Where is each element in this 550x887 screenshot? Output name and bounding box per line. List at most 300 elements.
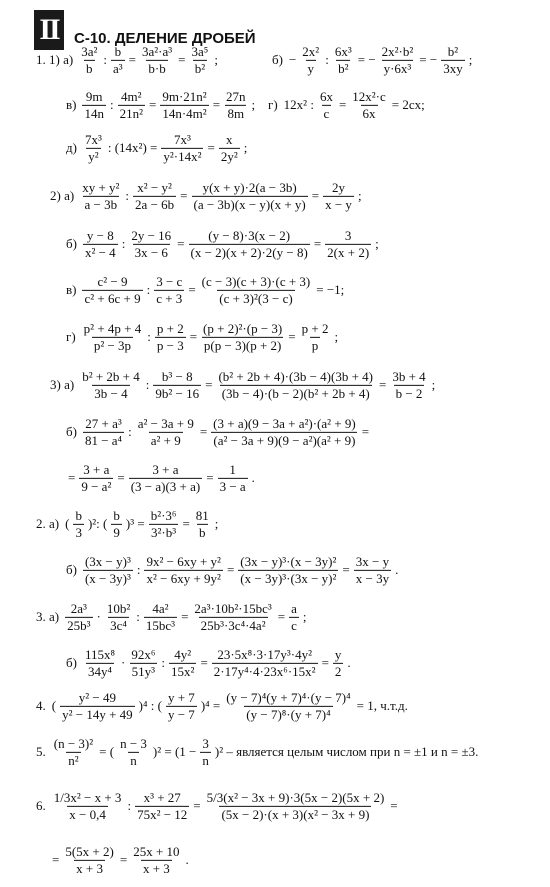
numerator: 3 + a [83,461,110,477]
numerator: 5/3(x² − 3x + 9)·3(5x − 2)(5x + 2) [206,789,385,805]
fraction [201,322,284,352]
numerator: 2y − 16 [131,227,172,243]
denominator: 6x [362,105,376,121]
numerator: 7x³ [84,131,102,147]
operator-text: )⁴ = [200,698,221,713]
fraction [218,463,248,493]
formula-line [36,737,480,767]
problem-label: д) [66,140,77,155]
numerator: 9x² − 6xy + y² [146,553,221,569]
problem-label: 3) а) [50,377,75,392]
denominator: 14n [84,105,104,121]
fraction [325,229,371,259]
problem-label: 5. [36,744,46,759]
denominator: n² [68,752,79,768]
fraction [390,370,427,400]
fraction [83,229,118,259]
fraction [111,45,125,75]
operator-text: ; [214,516,219,531]
fraction [118,90,145,120]
operator-text: = [128,52,136,67]
fraction [140,45,174,75]
denominator: 3²·b³ [151,524,177,540]
operator-text: = − [357,52,376,67]
fraction [105,602,132,632]
operator-text: : [127,798,132,813]
operator-text: = [288,329,296,344]
denominator: (y − 7)⁸·(y + 7)⁴ [246,706,331,722]
denominator: x + 3 [142,860,170,876]
problem-label: 2) а) [50,188,75,203]
problem-label: 2. а) [36,516,60,531]
operator-text: : [161,655,166,670]
fraction [80,181,121,211]
fraction [129,229,173,259]
formula-line [268,90,427,120]
fraction [441,45,465,75]
denominator: (c + 3)²(3 − c) [219,290,293,306]
numerator: c² − 9 [97,273,128,289]
numerator: 2x²·b² [381,43,414,59]
denominator: b² [338,60,349,76]
numerator: 12x²·c [352,88,386,104]
operator-text: : [125,188,130,203]
operator-text: = [342,562,350,577]
operator-text: = [206,470,214,485]
numerator: b [75,507,82,523]
numerator: (3x − y)³ [84,553,131,569]
operator-text: ; [468,52,473,67]
denominator: b [199,524,206,540]
operator-text: . [347,655,351,670]
operator-text: = [117,470,125,485]
denominator: 21n² [119,105,143,121]
denominator: 9 [113,524,120,540]
denominator: 3b − 4 [94,385,128,401]
problem-label: б) [66,424,77,439]
fraction [354,555,391,585]
problem-label: 6. [36,798,46,813]
denominator: 81 − a⁴ [84,432,123,448]
denominator: a − 3b [84,196,118,212]
operator-text: = [378,377,387,392]
operator-text: = −1; [316,282,345,297]
numerator: 2a³ [70,600,87,616]
fraction [200,737,211,767]
formula-line [50,845,191,875]
fraction [194,509,211,539]
formula-line [36,509,220,539]
operator-text: = [277,609,286,624]
denominator: a² + 9 [150,432,181,448]
numerator: (p + 2)²·(p − 3) [203,320,283,336]
numerator: n − 3 [120,735,147,751]
denominator: (a − 3b)(x − y)(x + y) [193,196,306,212]
denominator: 14n·4m² [162,105,207,121]
problem-label: в) [66,97,77,112]
formula-line [50,370,437,400]
operator-text: = [193,798,201,813]
numerator: (y − 8)·3(x − 2) [208,227,291,243]
numerator: b³ − 8 [161,368,193,384]
problem-label: 1. 1) а) [36,52,74,67]
numerator: 7x³ [173,131,191,147]
operator-text: : [145,377,150,392]
denominator: c [291,617,297,633]
fraction [149,509,179,539]
problem-label: 3. а) [36,609,60,624]
operator-text: = [361,424,370,439]
denominator: b² [194,60,206,76]
operator-text: ; [302,609,307,624]
fraction [300,322,331,352]
operator-text: = [182,516,190,531]
formula-line [66,555,400,585]
fraction [144,602,177,632]
fraction [190,45,211,75]
numerator: 1 [229,461,236,477]
numerator: 4m² [121,88,142,104]
operator-text: = [52,852,60,867]
fraction [189,229,310,259]
operator-text: = [390,798,398,813]
denominator: c² + 6c + 9 [84,290,141,306]
operator-text: )²: ( [87,516,108,531]
fraction [380,45,416,75]
operator-text: = [226,562,235,577]
denominator: y·6x³ [383,60,412,76]
numerator: 115x⁸ [84,646,116,662]
problem-label: б) [66,655,77,670]
numerator: y(x + y)·2(a − 3b) [202,179,297,195]
denominator: x + 3 [76,860,104,876]
denominator: (3 − a)(3 + a) [130,478,201,494]
numerator: 6x³ [334,43,352,59]
operator-text: · [121,655,126,670]
numerator: 81 [195,507,209,523]
denominator: y² [88,148,99,164]
operator-text: = [321,655,329,670]
denominator: 9b² − 16 [155,385,200,401]
numerator: x³ + 27 [143,789,181,805]
denominator: x − 0,4 [69,806,106,822]
numerator: (3x − y)³·(x − 3y)² [240,553,337,569]
operator-text: . [185,852,189,867]
fraction [200,275,313,305]
operator-text: : [121,236,126,251]
denominator: 2·17y⁴·4·23x⁶·15x² [213,663,316,679]
numerator: x² − y² [137,179,172,195]
fraction [212,648,318,678]
fraction [333,648,344,678]
operator-text: = [200,655,208,670]
operator-text: = [207,140,215,155]
formula-line [66,322,340,352]
operator-text: = [311,188,320,203]
numerator: 3 [344,227,352,243]
numerator: 6x [319,88,333,104]
formula-line [66,417,371,447]
denominator: y²·14x² [163,148,202,164]
operator-text: = [199,424,208,439]
denominator: 9 − a² [81,478,112,494]
fraction [111,509,122,539]
fraction [333,45,354,75]
fraction [73,509,84,539]
fraction [169,648,196,678]
problem-label: 4. [36,698,46,713]
operator-text: : [103,52,107,67]
formula-line [50,181,364,211]
operator-text: = ( [99,744,115,759]
denominator: 51y³ [131,663,156,679]
numerator: 23·5x⁸·3·17y³·4y² [217,646,312,662]
numerator: 5(5x + 2) [65,843,114,859]
numerator: y − 8 [86,227,114,243]
denominator: p² − 3p [93,337,132,353]
denominator: 3 − a [219,478,246,494]
numerator: p + 2 [301,320,329,336]
denominator: (5x − 2)·(x + 3)(x² − 3x + 9) [221,806,370,822]
fraction [238,555,338,585]
operator-text: ; [243,140,248,155]
formula-line [36,45,220,75]
formula-line [66,648,353,678]
numerator: 2x² [302,43,320,59]
denominator: x − y [325,196,352,212]
operator-text: : [325,52,329,67]
numerator: y + 7 [167,689,195,705]
fraction [79,45,99,75]
fraction [350,90,388,120]
chapter-badge: II [34,10,64,50]
formula-line [272,45,474,75]
denominator: y² − 14y + 49 [62,706,133,722]
denominator: 2(x + 2) [327,244,370,260]
numerator: 27n [226,88,246,104]
denominator: 3 [75,524,82,540]
fraction [82,90,106,120]
fraction [60,691,135,721]
operator-text: : [109,97,114,112]
numerator: xy + y² [82,179,120,195]
operator-text: ; [251,97,256,112]
fraction [83,133,104,163]
operator-text: ; [357,188,362,203]
fraction [289,602,299,632]
fraction [166,691,197,721]
denominator: 75x² − 12 [137,806,188,822]
numerator: 9m [85,88,103,104]
fraction [211,417,358,447]
operator-text: : [146,282,151,297]
numerator: a² − 3a + 9 [137,415,194,431]
numerator: 3b + 4 [392,368,426,384]
operator-text: ; [214,52,218,67]
denominator: 3x − 6 [134,244,168,260]
operator-text: : [136,609,140,624]
operator-text: : [147,329,151,344]
fraction [83,648,117,678]
denominator: b − 2 [395,385,423,401]
operator-text: = [178,52,186,67]
formula-line [66,275,346,305]
numerator: a [291,600,297,616]
denominator: 2y² [220,148,238,164]
fraction [205,791,387,821]
section-title: С-10. ДЕЛЕНИЕ ДРОБЕЙ [74,30,256,47]
denominator: 34y⁴ [87,663,112,679]
numerator: x [226,131,233,147]
fraction [153,370,201,400]
fraction [129,648,157,678]
fraction [83,555,133,585]
fraction [82,275,142,305]
operator-text: )² – является целым числом при n = ±1 и n = ±3. [214,744,479,759]
operator-text: ; [431,377,436,392]
numerator: 3 + a [152,461,179,477]
operator-text: : [136,562,141,577]
operator-text: = [205,377,213,392]
numerator: 3x − y [355,553,390,569]
problem-label: г) [268,97,278,112]
fraction [216,370,375,400]
denominator: p(p − 3)(p + 2) [203,337,282,353]
numerator: b² + 2b + 4 [82,368,140,384]
denominator: 8m [227,105,245,121]
fraction [160,90,208,120]
numerator: 1/3x² − x + 3 [53,789,122,805]
operator-text: = [119,852,128,867]
numerator: b² [447,43,459,59]
fraction [135,791,189,821]
denominator: a³ [112,60,123,76]
fraction [161,133,203,163]
formula-line [66,229,381,259]
numerator: 3a² [81,43,98,59]
fraction [131,845,181,875]
operator-text: = [181,609,189,624]
denominator: b·b [148,60,166,76]
operator-text: : [128,424,132,439]
denominator: 25b³ [67,617,91,633]
denominator: c + 3 [156,290,183,306]
denominator: (a² − 3a + 9)(9 − a²)(a² + 9) [213,432,356,448]
denominator: (3b − 4)·(b − 2)(b² + 2b + 4) [221,385,370,401]
denominator: 15x² [171,663,195,679]
operator-text: 12x² : [283,97,314,112]
fraction [63,845,116,875]
numerator: (c − 3)(c + 3)·(c + 3) [201,273,311,289]
numerator: 27 + a³ [85,415,122,431]
numerator: 4a² [152,600,169,616]
fraction [133,181,176,211]
problem-label: г) [66,329,76,344]
operator-text: = [313,236,322,251]
formula-line [66,463,257,493]
operator-text: = 1, ч.т.д. [356,698,408,713]
numerator: 3 − c [156,273,183,289]
fraction [80,370,142,400]
operator-text: = [180,188,188,203]
operator-text: )⁴ : ( [138,698,162,713]
operator-text: ; [334,329,339,344]
numerator: 92x⁶ [131,646,156,662]
numerator: b [113,507,120,523]
fraction [192,602,273,632]
operator-text: = [189,329,198,344]
numerator: 4y² [174,646,192,662]
denominator: (x − 3y)³ [84,570,131,586]
fraction [224,90,248,120]
numerator: 2y [332,179,346,195]
denominator: x² − 6xy + 9y² [146,570,221,586]
denominator: n [202,752,209,768]
formula-line [36,791,400,821]
numerator: p² + 4p + 4 [83,320,142,336]
numerator: 10b² [106,600,131,616]
denominator: (x − 3y)³·(3x − y)² [240,570,337,586]
formula-line [36,602,309,632]
numerator: 3 [202,735,209,751]
denominator: p [311,337,319,353]
denominator: 2a − 6b [135,196,175,212]
numerator: y [334,646,342,662]
fraction [318,90,335,120]
numerator: (3 + a)(9 − 3a + a²)·(a² + 9) [213,415,356,431]
fraction [155,322,186,352]
denominator: 2 [334,663,342,679]
numerator: b [114,43,122,59]
denominator: n [130,752,137,768]
operator-text: )³ = [125,516,145,531]
problem-label: б) [272,52,283,67]
fraction [323,181,354,211]
formula-line [66,133,249,163]
problem-label: б) [66,236,77,251]
numerator: b²·3⁶ [150,507,177,523]
fraction [154,275,184,305]
operator-text: = [338,97,347,112]
fraction [129,463,203,493]
denominator: x² − 4 [84,244,116,260]
fraction [136,417,196,447]
denominator: 25b³·3c⁴·4a² [200,617,266,633]
fraction [300,45,321,75]
operator-text: = 2cx; [391,97,425,112]
numerator: (y − 7)⁴(y + 7)⁴·(y − 7)⁴ [226,689,351,705]
operator-text: ( [51,698,57,713]
operator-text: = [188,282,196,297]
numerator: 3a²·a³ [142,43,173,59]
operator-text: − [288,52,297,67]
denominator: c [323,105,330,121]
operator-text: = [177,236,185,251]
denominator: (x − 2)(x + 2)·2(y − 8) [190,244,308,260]
fraction [82,322,144,352]
denominator: 3c⁴ [110,617,127,633]
fraction [219,133,240,163]
operator-text: . [395,562,399,577]
numerator: 2a³·10b²·15bc³ [194,600,272,616]
denominator: 3xy [443,60,463,76]
operator-text: = [68,470,76,485]
numerator: 25x + 10 [133,843,180,859]
operator-text: )² = (1 − [152,744,197,759]
denominator: b [86,60,93,76]
numerator: (n − 3)² [53,735,94,751]
denominator: y [307,60,314,76]
